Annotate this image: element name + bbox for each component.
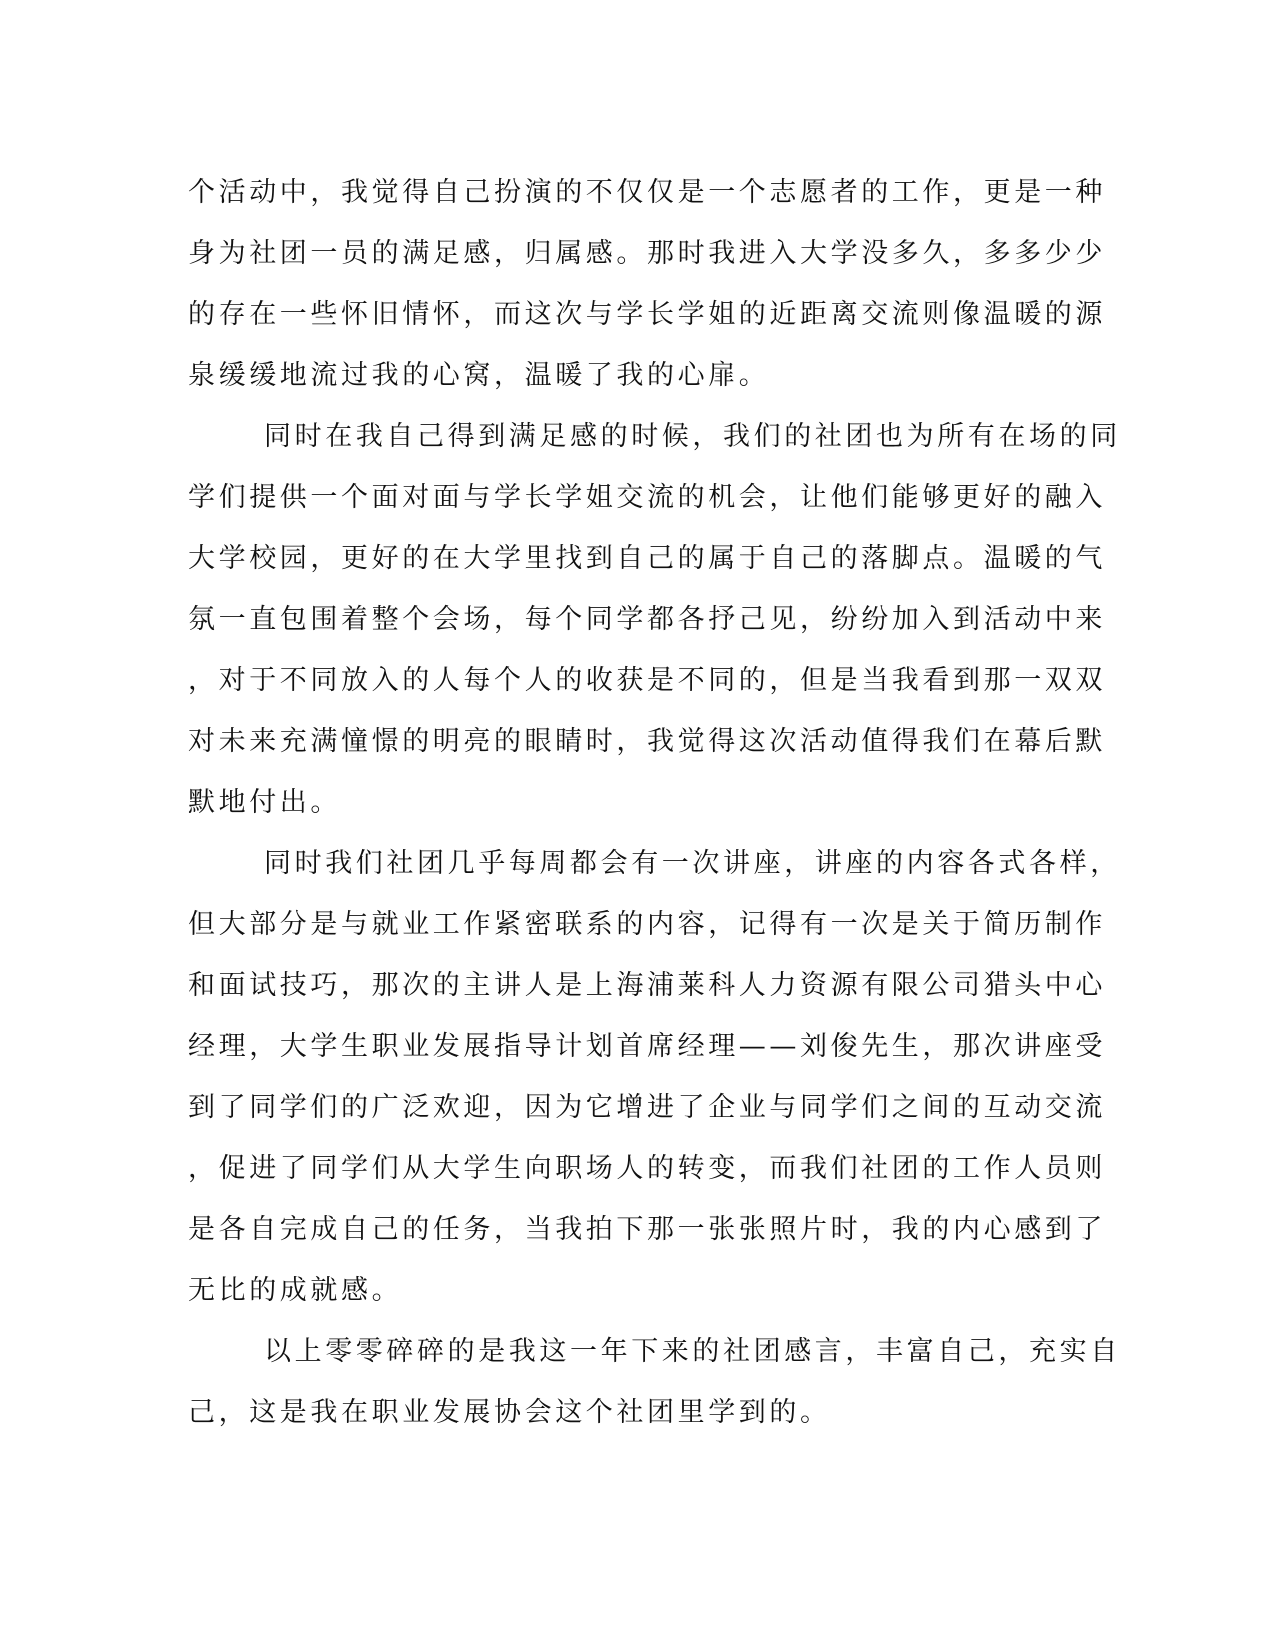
text-line: 己，这是我在职业发展协会这个社团里学到的。: [188, 1397, 831, 1428]
text-line: 氛一直包围着整个会场，每个同学都各抒己见，纷纷加入到活动中来: [188, 604, 1106, 635]
text-line: 对未来充满憧憬的明亮的眼睛时，我觉得这次活动值得我们在幕后默: [188, 726, 1106, 757]
text-line: 到了同学们的广泛欢迎，因为它增进了企业与同学们之间的互动交流: [188, 1092, 1106, 1123]
text-line: 经理，大学生职业发展指导计划首席经理——刘俊先生，那次讲座受: [188, 1031, 1106, 1062]
text-line: 但大部分是与就业工作紧密联系的内容，记得有一次是关于简历制作: [188, 909, 1106, 940]
text-line: 学们提供一个面对面与学长学姐交流的机会，让他们能够更好的融入: [188, 482, 1106, 513]
text-line: 同时在我自己得到满足感的时候，我们的社团也为所有在场的同: [264, 421, 1121, 452]
text-line: 以上零零碎碎的是我这一年下来的社团感言，丰富自己，充实自: [264, 1336, 1121, 1367]
text-line: 无比的成就感。: [188, 1275, 403, 1306]
text-line: 的存在一些怀旧情怀，而这次与学长学姐的近距离交流则像温暖的源: [188, 299, 1106, 330]
paragraph-1: [188, 162, 1106, 406]
text-line: 和面试技巧，那次的主讲人是上海浦莱科人力资源有限公司猎头中心: [188, 970, 1106, 1001]
text-line: 是各自完成自己的任务，当我拍下那一张张照片时，我的内心感到了: [188, 1214, 1106, 1245]
text-line: 默地付出。: [188, 787, 341, 818]
document-body: [188, 162, 1121, 1443]
paragraph-3: [188, 833, 1121, 1321]
text-line: 个活动中，我觉得自己扮演的不仅仅是一个志愿者的工作，更是一种: [188, 177, 1106, 208]
text-line: ，促进了同学们从大学生向职场人的转变，而我们社团的工作人员则: [188, 1153, 1106, 1184]
text-line: 同时我们社团几乎每周都会有一次讲座，讲座的内容各式各样，: [264, 848, 1121, 879]
paragraph-2: [188, 406, 1121, 833]
paragraph-4: [188, 1321, 1121, 1443]
text-line: ，对于不同放入的人每个人的收获是不同的，但是当我看到那一双双: [188, 665, 1106, 696]
text-line: 泉缓缓地流过我的心窝，温暖了我的心扉。: [188, 360, 770, 391]
text-line: 大学校园，更好的在大学里找到自己的属于自己的落脚点。温暖的气: [188, 543, 1106, 574]
text-line: 身为社团一员的满足感，归属感。那时我进入大学没多久，多多少少: [188, 238, 1106, 269]
